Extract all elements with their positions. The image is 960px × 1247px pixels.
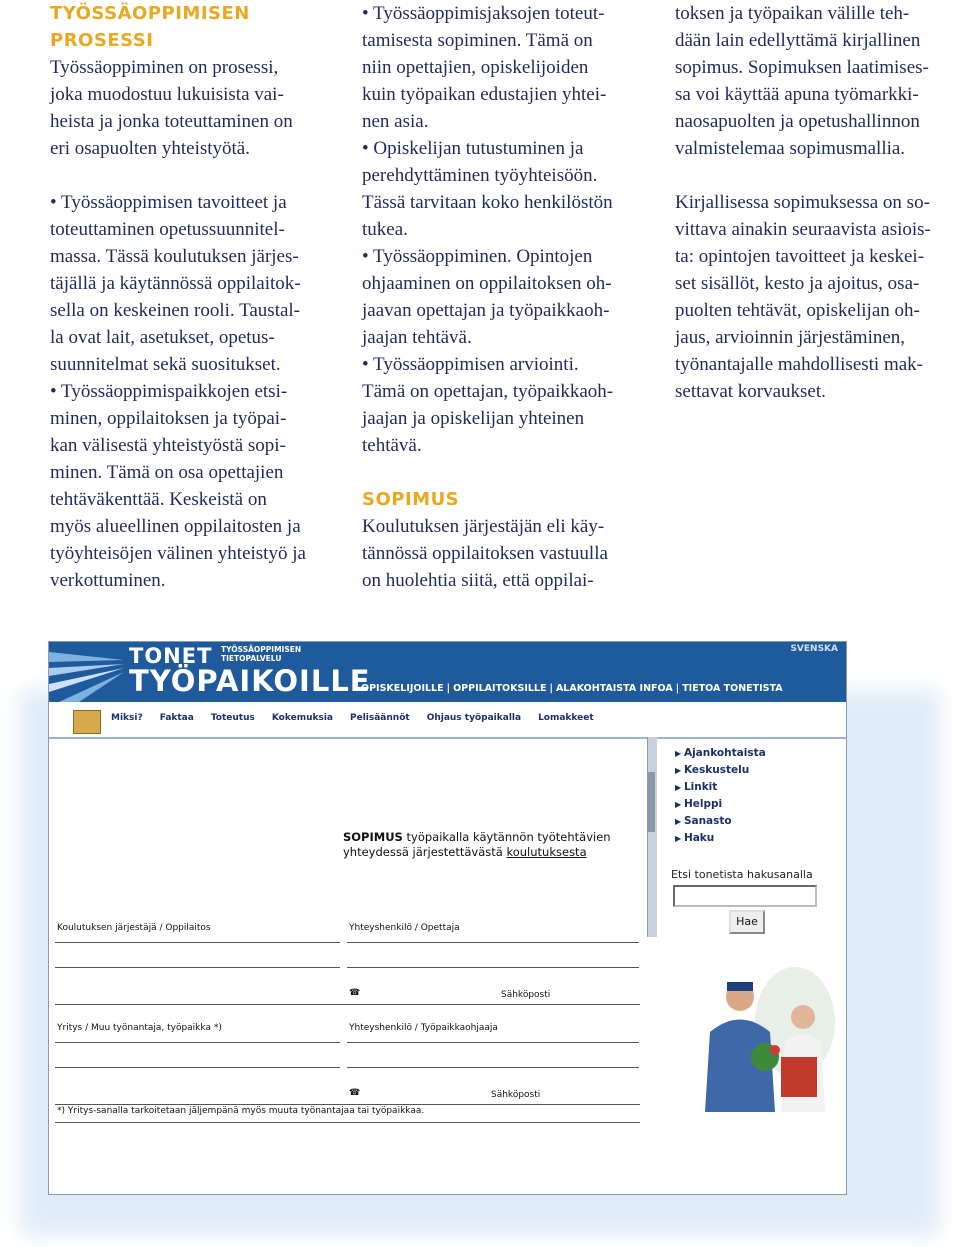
text-line: minen, oppilaitoksen ja työpai-: [50, 408, 287, 429]
side-link-2[interactable]: ▶ Linkit: [675, 779, 766, 796]
sopimus-title: [343, 830, 633, 860]
field-label-email: Sähköposti: [501, 990, 551, 1000]
text-line: • Työssäoppimisen tavoitteet ja: [50, 192, 287, 213]
form-footnote: *) Yritys-sanalla tarkoitetaan jäljempänä myös muuta työnantajaa tai työpaikkaa.: [57, 1106, 425, 1116]
logo-tyopaikoille[interactable]: TYÖPAIKOILLE: [129, 664, 371, 698]
nav-item-6[interactable]: Lomakkeet: [538, 713, 594, 723]
topnav-item-6[interactable]: TIETOA TONETISTA: [682, 683, 783, 694]
text-line: kuin työpaikan edustajien yhtei-: [362, 84, 607, 105]
nav-item-1[interactable]: Faktaa: [159, 713, 194, 723]
text-line: toteuttaminen opetussuunnitel-: [50, 219, 285, 240]
text-line: jaajan tehtävä.: [362, 327, 472, 348]
field-label-email-2: Sähköposti: [491, 1090, 541, 1100]
text-line: työyhteisöjen välinen yhteistyö ja: [50, 543, 306, 564]
nav-item-0[interactable]: Miksi?: [111, 713, 143, 723]
site-banner: [49, 642, 846, 702]
text-line: niin opettajien, opiskelijoiden: [362, 57, 589, 78]
text-line: myös alueellinen oppilaitosten ja: [50, 516, 301, 537]
text-line: • Työssäoppimisjaksojen toteut-: [362, 3, 605, 24]
side-links: [675, 745, 766, 847]
field-line-supervisor[interactable]: [347, 1042, 639, 1043]
text-line: täjällä ja käytännössä oppilaitok-: [50, 273, 301, 294]
field-label-contact: Yhteyshenkilö / Opettaja: [349, 923, 460, 933]
text-line: eri osapuolten yhteistyötä.: [50, 138, 250, 159]
text-line: tehtävä.: [362, 435, 422, 456]
field-line-contact[interactable]: [347, 942, 639, 943]
text-line: Koulutuksen järjestäjän eli käy-: [362, 516, 605, 537]
field-label-company: Yritys / Muu työnantaja, työpaikka *): [57, 1023, 222, 1033]
home-icon[interactable]: [73, 710, 101, 734]
field-line-separator-2: [55, 1104, 640, 1105]
text-line: nen asia.: [362, 111, 429, 132]
field-label-organizer: Koulutuksen järjestäjä / Oppilaitos: [57, 923, 211, 933]
text-line: jaajan ja opiskelijan yhteinen: [362, 408, 585, 429]
side-link-0[interactable]: ▶ Ajankohtaista: [675, 745, 766, 762]
topnav-item-0[interactable]: OPISKELIJOILLE: [361, 683, 444, 694]
text-line: tamisesta sopiminen. Tämä on: [362, 30, 593, 51]
text-line: jaus, arvioinnin järjestäminen,: [675, 327, 906, 348]
phone-icon-2: ☎: [349, 1088, 361, 1098]
people-photo: [685, 962, 835, 1122]
language-link[interactable]: SVENSKA: [790, 644, 838, 654]
topnav-item-3: |: [549, 683, 553, 694]
field-line-organizer-2[interactable]: [55, 967, 340, 968]
text-line: suunnitelmat sekä suositukset.: [50, 354, 281, 375]
side-link-1[interactable]: ▶ Keskustelu: [675, 762, 766, 779]
text-line: tehtäväkenttää. Keskeistä on: [50, 489, 267, 510]
article-column-3: [675, 0, 960, 405]
field-line-bottom: [55, 1122, 640, 1123]
text-line: valmistelemaa sopimusmallia.: [675, 138, 906, 159]
text-line: • Työssäoppiminen. Opintojen: [362, 246, 593, 267]
text-line: tukea.: [362, 219, 408, 240]
text-line: massa. Tässä koulutuksen järjes-: [50, 246, 299, 267]
logo-tagline: TYÖSSÄOPPIMISEN TIETOPALVELU: [221, 645, 302, 663]
text-line: on huolehtia siitä, että oppilai-: [362, 570, 594, 591]
text-line: kan välisestä yhteistyöstä sopi-: [50, 435, 286, 456]
text-line: ta: opintojen tavoitteet ja keskei-: [675, 246, 925, 267]
search-label: Etsi tonetista hakusanalla: [671, 868, 813, 881]
topnav-item-2[interactable]: OPPILAITOKSILLE: [453, 683, 547, 694]
text-line: la ovat lait, asetukset, opetus-: [50, 327, 275, 348]
field-line-organizer[interactable]: [55, 942, 340, 943]
text-line: verkottuminen.: [50, 570, 166, 591]
field-line-contact-2[interactable]: [347, 967, 639, 968]
side-link-3[interactable]: ▶ Helppi: [675, 796, 766, 813]
text-line: heista ja jonka toteuttaminen on: [50, 111, 293, 132]
text-line: • Työssäoppimispaikkojen etsi-: [50, 381, 288, 402]
nav-item-4[interactable]: Pelisäännöt: [350, 713, 410, 723]
text-line: työnantajalle mahdollisesti mak-: [675, 354, 923, 375]
text-line: ohjaaminen on oppilaitoksen oh-: [362, 273, 612, 294]
side-link-5[interactable]: ▶ Haku: [675, 830, 766, 847]
text-line: sopimus. Sopimuksen laatimises-: [675, 57, 929, 78]
text-line: naosapuolten ja opetushallinnon: [675, 111, 920, 132]
field-line-supervisor-2[interactable]: [347, 1067, 639, 1068]
search-button[interactable]: Hae: [729, 910, 765, 934]
text-line: dään lain edellyttämä kirjallinen: [675, 30, 921, 51]
text-line: sella on keskeinen rooli. Taustal-: [50, 300, 301, 321]
text-line: Tämä on opettajan, työpaikkaoh-: [362, 381, 614, 402]
text-line: settavat korvaukset.: [675, 381, 826, 402]
text-line: • Opiskelijan tutustuminen ja: [362, 138, 584, 159]
website-screenshot: [48, 641, 847, 1195]
text-line: vittava ainakin seuraavista asiois-: [675, 219, 931, 240]
text-line: Tässä tarvitaan koko henkilöstön: [362, 192, 613, 213]
article-column-2: [362, 0, 652, 594]
heading-prosessi: TYÖSSÄOPPIMISEN PROSESSI: [50, 3, 250, 51]
text-line: puolten tehtävät, opiskelijan oh-: [675, 300, 920, 321]
text-line: toksen ja työpaikan välille teh-: [675, 3, 910, 24]
scrollbar-thumb[interactable]: [648, 772, 655, 832]
top-navigation: [361, 683, 786, 694]
sopimus-link[interactable]: koulutuksesta: [506, 845, 587, 859]
search-input[interactable]: [673, 885, 817, 907]
topnav-item-1: |: [446, 683, 451, 694]
nav-item-2[interactable]: Toteutus: [210, 713, 255, 723]
field-line-company[interactable]: [55, 1042, 340, 1043]
text-line: tännössä oppilaitoksen vastuulla: [362, 543, 608, 564]
heading-sopimus: SOPIMUS: [362, 489, 460, 510]
sopimus-bold: SOPIMUS: [343, 830, 403, 844]
text-line: jaavan opettajan ja työpaikkaoh-: [362, 300, 610, 321]
text-line: • Työssäoppimisen arviointi.: [362, 354, 579, 375]
scrollbar[interactable]: [647, 737, 657, 937]
nav-item-5[interactable]: Ohjaus työpaikalla: [426, 713, 522, 723]
text-line: Työssäoppiminen on prosessi,: [50, 57, 279, 78]
text-line: Kirjallisessa sopimuksessa on so-: [675, 192, 930, 213]
article-column-1: [50, 0, 345, 594]
text-line: sa voi käyttää apuna työmarkki-: [675, 84, 919, 105]
field-line-separator: [55, 1004, 640, 1005]
topnav-item-5: |: [675, 683, 680, 694]
side-link-4[interactable]: ▶ Sanasto: [675, 813, 766, 830]
logo-tonet[interactable]: TONET: [129, 644, 213, 668]
text-line: joka muodostuu lukuisista vai-: [50, 84, 284, 105]
sopimus-text: työpaikalla käytännön työtehtävien yhteydessä järjestettävästä: [343, 830, 611, 859]
text-line: minen. Tämä on osa opettajien: [50, 462, 284, 483]
text-line: set sisällöt, kesto ja ajoitus, osa-: [675, 273, 920, 294]
field-line-company-2[interactable]: [55, 1067, 340, 1068]
main-navigation: [111, 713, 611, 723]
phone-icon: ☎: [349, 988, 361, 998]
nav-item-3[interactable]: Kokemuksia: [271, 713, 333, 723]
topnav-item-4[interactable]: ALAKOHTAISTA INFOA: [555, 683, 673, 694]
field-label-supervisor: Yhteyshenkilö / Työpaikkaohjaaja: [349, 1023, 498, 1033]
text-line: perehdyttäminen työyhteisöön.: [362, 165, 598, 186]
